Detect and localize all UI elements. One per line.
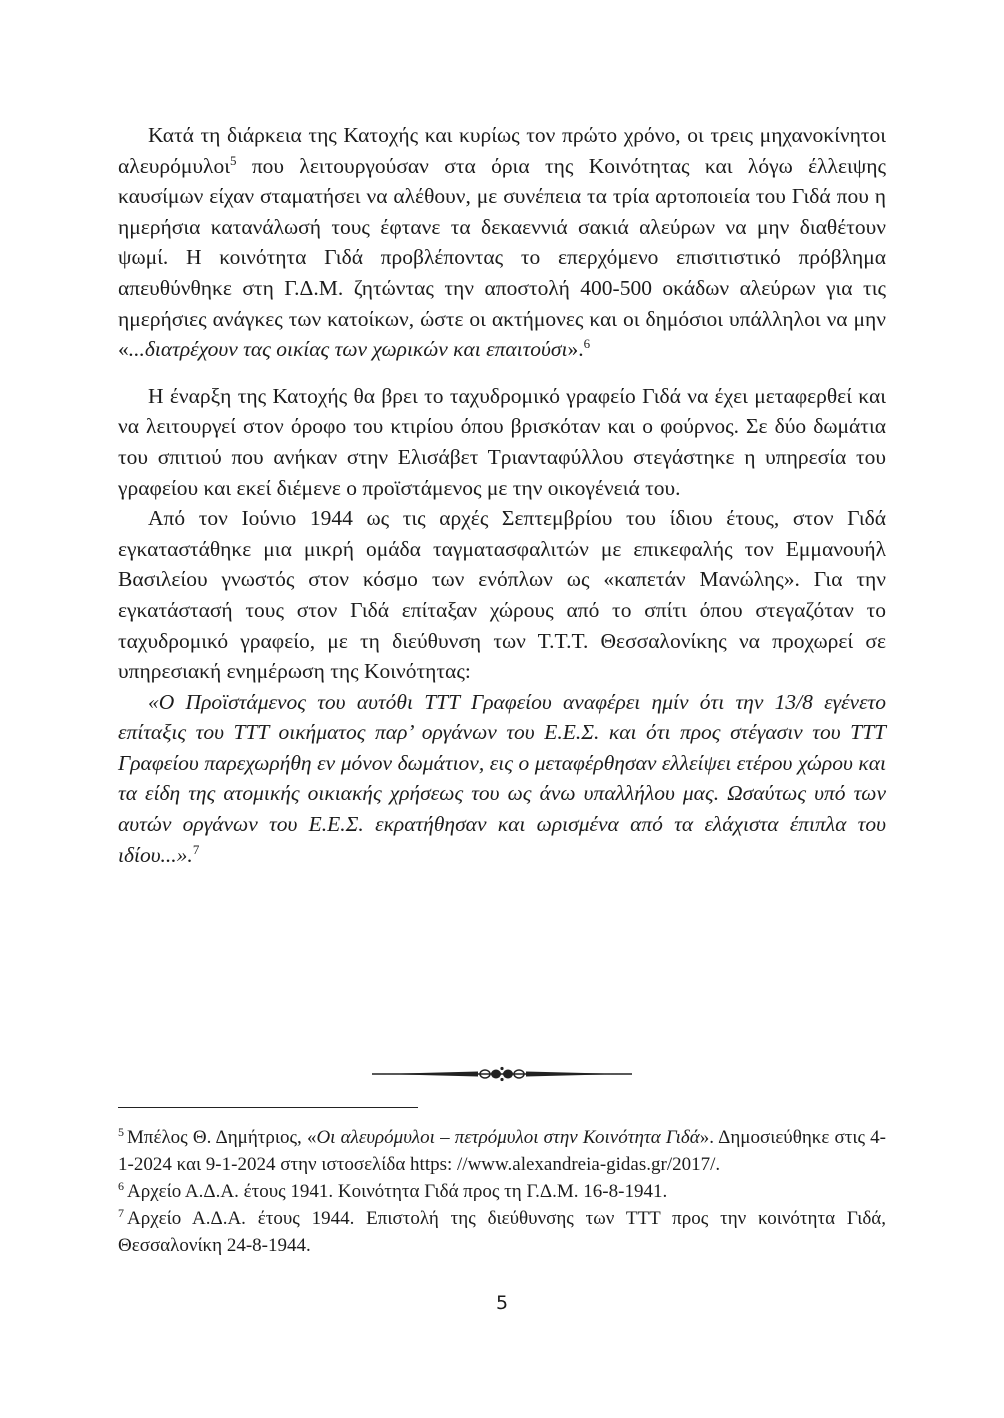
paragraph-text: ». [567,337,584,362]
paragraph-post-office: Η έναρξη της Κατοχής θα βρει το ταχυδρομικό γραφείο Γιδά να έχει μεταφερθεί και να λειτουργεί στον όροφο του κτιρίου όπου βρισκόταν και ο φούρνος. Σε δύο δωμάτια του σπιτιού που ανήκαν στην Ελισάβετ Τριανταφύλλου στεγάστηκε η υπηρεσία του γραφείου και εκεί διέμενε ο προϊστάμενος με την οικογένειά του. [118,383,886,500]
footnote-number: 7 [118,1206,124,1220]
footnote-6 [118,1178,886,1205]
footnote-ref-5[interactable]: 5 [229,152,237,168]
paragraph-quoted-letter [118,687,886,871]
footnote-text: ». Δημοσιεύθηκε στις 4-1-2024 και 9-1-2024 στην ιστοσελίδα https: //www.alexandreia-gidas.gr/2017/. [118,1127,887,1175]
paragraph-text: Κατά τη διάρκεια της Κατοχής και κυρίως τον πρώτο χρόνο, οι τρεις μηχανοκίνητοι αλευρόμυλοι [118,123,886,178]
footnote-separator [118,1107,418,1108]
footnote-ref-7[interactable]: 7 [192,841,200,857]
footnotes [118,1124,886,1259]
paragraph-security-battalions: Από τον Ιούνιο 1944 ως τις αρχές Σεπτεμβρίου του ίδιου έτους, στον Γιδά εγκαταστάθηκε μια μικρή ομάδα ταγματασφαλιτών με επικεφαλής τον Εμμανουήλ Βασιλείου γνωστός στον κόσμο των ενόπλων ως «καπετάν Μανώλης». Για την εγκατάστασή τους στον Γιδά επίταξαν χώρους από το σπίτι όπου στεγαζόταν το ταχυδρομικό γραφείο, με τη διεύθυνση των Τ.Τ.Τ. Θεσσαλονίκης να προχωρεί σε υπηρεσιακή ενημέρωση της Κοινότητας: [118,506,886,684]
quoted-italic-text: ...διατρέχουν τας οικίας των χωρικών και επαιτούσι [128,337,568,362]
quote-text: «Ο Προϊστάμενος του αυτόθι ΤΤΤ Γραφείου αναφέρει ημίν ότι την 13/8 εγένετο επίταξις του ΤΤΤ οικήματος παρ’ οργάνων του Ε.Ε.Σ. και ότι προς στέγασιν του ΤΤΤ Γραφείου παρεχωρήθη εν μόνον δωμάτιον, εις ο μεταφέρθησαν ελλείψει ετέρου χώρου και τα είδη της ατομικής οικιακής χρήσεως του ως άνω υπαλλήλου μας. Ωσαύτως υπό των αυτών οργάνων του Ε.Ε.Σ. εκρατήθησαν και ωρισμένα από τα ελάχιστα έπιπλα του ιδίου...». [118,689,886,867]
footnote-text: Αρχείο Α.Δ.Α. έτους 1944. Επιστολή της διεύθυνσης των ΤΤΤ προς την κοινότητα Γιδά, Θεσσαλονίκη 24-8-1944. [118,1208,886,1256]
footnote-ref-6[interactable]: 6 [583,336,591,352]
footnote-5 [118,1124,886,1178]
section-divider-ornament [370,1064,634,1084]
footnote-text: Μπέλος Θ. Δημήτριος, « [127,1127,317,1148]
footnote-italic-title: Οι αλευρόμυλοι – πετρόμυλοι στην Κοινότητα Γιδά [316,1127,700,1148]
footnote-number: 5 [118,1125,124,1139]
page-body [118,120,886,870]
paragraph-wartime-mills [118,120,886,365]
footnote-7 [118,1205,886,1259]
footnote-text: Αρχείο Α.Δ.Α. έτους 1941. Κοινότητα Γιδά προς τη Γ.Δ.Μ. 16-8-1941. [127,1181,668,1202]
footnote-number: 6 [118,1179,124,1193]
paragraph-text: που λειτουργούσαν στα όρια της Κοινότητας και λόγω έλλειψης καυσίμων είχαν σταματήσει να αλέθουν, με συνέπεια τα τρία αρτοποιεία του Γιδά που η ημερήσια κατανάλωσή τους έφτανε τα δεκαεννιά σακιά αλεύρων να μην διαθέτουν ψωμί. Η κοινότητα Γιδά προβλέποντας το επερχόμενο επισιτιστικό πρόβλημα απευθύνθηκε στη Γ.Δ.Μ. ζητώντας την αποστολή 400-500 οκάδων αλεύρων για τις ημερήσιες ανάγκες των κατοίκων, ώστε οι ακτήμονες και οι δημόσιοι υπάλληλοι να μην « [118,153,886,362]
page-number: 5 [495,1292,509,1314]
